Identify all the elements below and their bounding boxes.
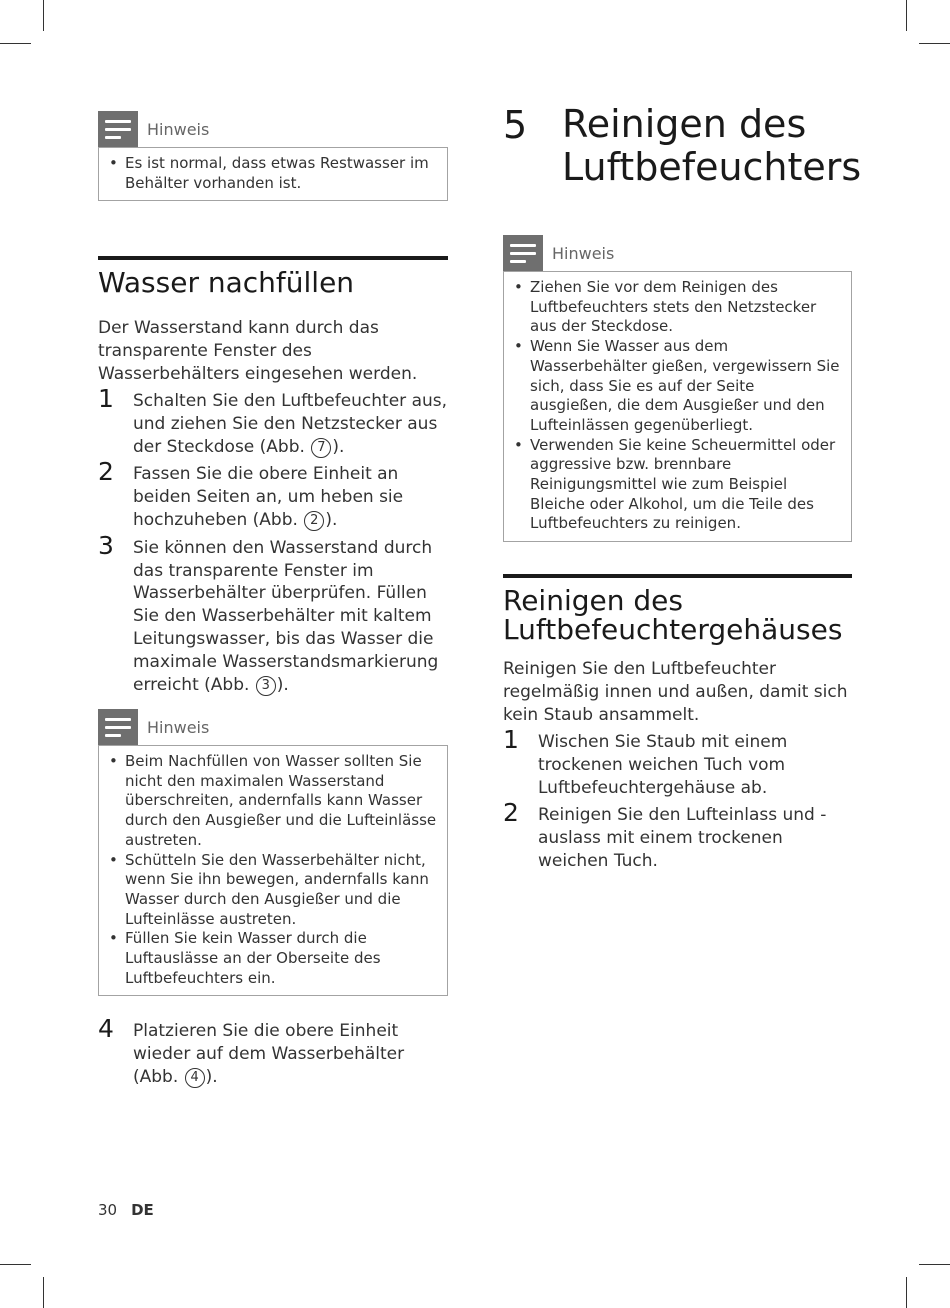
section-housing	[503, 574, 852, 644]
section-title	[503, 586, 852, 644]
page-footer	[98, 1201, 154, 1219]
step-text: Schalten Sie den Luftbefeuchter aus, und ziehen Sie den Netzstecker aus der Steckdose (Abb.	[133, 391, 448, 457]
note-top	[98, 111, 448, 201]
figure-ref: 7	[311, 438, 331, 458]
section-refill	[98, 256, 448, 297]
note-header	[98, 111, 448, 147]
step-1	[503, 725, 852, 799]
step-text: Wischen Sie Staub mit einem trockenen weichen Tuch vom Luftbefeuchtergehäuse ab.	[538, 732, 788, 798]
note-label: Hinweis	[552, 244, 615, 263]
language-code: DE	[131, 1201, 154, 1219]
step-text: Fassen Sie die obere Einheit an beiden Seiten an, um heben sie hochzuheben (Abb.	[133, 464, 404, 530]
step-number: 1	[503, 725, 519, 754]
note-label: Hinweis	[147, 120, 210, 139]
note-box	[503, 271, 852, 542]
section-rule	[98, 256, 448, 260]
refill-body	[98, 317, 448, 701]
step-number: 3	[98, 530, 114, 560]
note-icon	[98, 709, 138, 745]
intro-text: Reinigen Sie den Luftbefeuchter regelmäßig innen und außen, damit sich kein Staub ansammelt.	[503, 659, 848, 725]
note-box	[98, 147, 448, 201]
crop-mark	[919, 43, 950, 44]
note-list	[107, 752, 437, 988]
crop-mark	[906, 1277, 907, 1308]
step-2	[98, 457, 448, 531]
section-rule	[503, 574, 852, 578]
step-3	[98, 530, 448, 697]
crop-mark	[0, 1264, 31, 1265]
step-text: Platzieren Sie die obere Einheit wieder auf dem Wasserbehälter (Abb.	[133, 1021, 405, 1087]
section-title-line: Luftbefeuchtergehäuses	[503, 613, 843, 646]
note-header	[98, 709, 448, 745]
chapter-title	[562, 103, 861, 189]
crop-mark	[0, 43, 31, 44]
note-list	[512, 278, 841, 534]
step-suffix: ).	[332, 436, 345, 457]
note-right	[503, 235, 852, 542]
note-header	[503, 235, 852, 271]
step-suffix: ).	[325, 509, 338, 530]
note-icon	[503, 235, 543, 271]
crop-mark	[43, 0, 44, 31]
intro-text: Der Wasserstand kann durch das transparente Fenster des Wasserbehälters eingesehen werden.	[98, 318, 418, 384]
figure-ref: 2	[304, 511, 324, 531]
crop-mark	[43, 1277, 44, 1308]
step-2	[503, 798, 852, 872]
note-mid	[98, 709, 448, 996]
step-4-block	[98, 1014, 448, 1093]
step-number: 2	[98, 457, 114, 487]
chapter-title-line: Luftbefeuchters	[562, 145, 862, 189]
chapter-title-line: Reinigen des	[562, 102, 807, 146]
step-1	[98, 384, 448, 458]
page-number: 30	[98, 1201, 118, 1219]
step-suffix: ).	[276, 674, 289, 695]
step-number: 1	[98, 384, 114, 413]
figure-ref: 3	[256, 676, 276, 696]
note-item: • Füllen Sie kein Wasser durch die Luftauslässe an der Oberseite des Luftbefeuchters ein.	[107, 929, 437, 988]
note-item: • Es ist normal, dass etwas Restwasser im Behälter vorhanden ist.	[107, 154, 437, 193]
figure-ref: 4	[185, 1068, 205, 1088]
note-item: • Verwenden Sie keine Scheuermittel oder aggressive bzw. brennbare Reinigungsmittel wie zum Beispiel Bleiche oder Alkohol, um die Teile des Luftbefeuchters zu reinigen.	[512, 436, 841, 535]
note-item: • Beim Nachfüllen von Wasser sollten Sie nicht den maximalen Wasserstand überschreiten, andernfalls kann Wasser durch den Ausgießer und die Lufteinlässe austreten.	[107, 752, 437, 851]
note-icon	[98, 111, 138, 147]
note-item: • Ziehen Sie vor dem Reinigen des Luftbefeuchters stets den Netzstecker aus der Steckdose.	[512, 278, 841, 337]
step-number: 4	[98, 1014, 114, 1043]
note-box	[98, 745, 448, 996]
note-item: • Schütteln Sie den Wasserbehälter nicht, wenn Sie ihn bewegen, andernfalls kann Wasser durch den Ausgießer und die Lufteinlässe austreten.	[107, 851, 437, 930]
section-title: Wasser nachfüllen	[98, 266, 355, 299]
step-suffix: ).	[205, 1066, 218, 1087]
note-item: • Wenn Sie Wasser aus dem Wasserbehälter gießen, vergewissern Sie sich, dass Sie es auf der Seite ausgießen, die dem Ausgießer und den Lufteinlässen gegenüberliegt.	[512, 337, 841, 436]
step-text: Sie können den Wasserstand durch das transparente Fenster im Wasserbehälter überprüfen. Füllen Sie den Wasserbehälter mit kaltem Leitungswasser, bis das Wasser die maximale Wasserstandsmarkierung erreicht (Abb.	[133, 537, 439, 695]
note-label: Hinweis	[147, 718, 210, 737]
step-text: Reinigen Sie den Lufteinlass und -auslass mit einem trockenen weichen Tuch.	[538, 805, 827, 871]
step-number: 2	[503, 798, 519, 828]
step-4	[98, 1014, 448, 1088]
crop-mark	[919, 1264, 950, 1265]
housing-body	[503, 658, 852, 878]
crop-mark	[906, 0, 907, 31]
section-title-line: Reinigen des	[503, 584, 683, 617]
chapter-number: 5	[503, 103, 528, 147]
note-list	[107, 154, 437, 193]
